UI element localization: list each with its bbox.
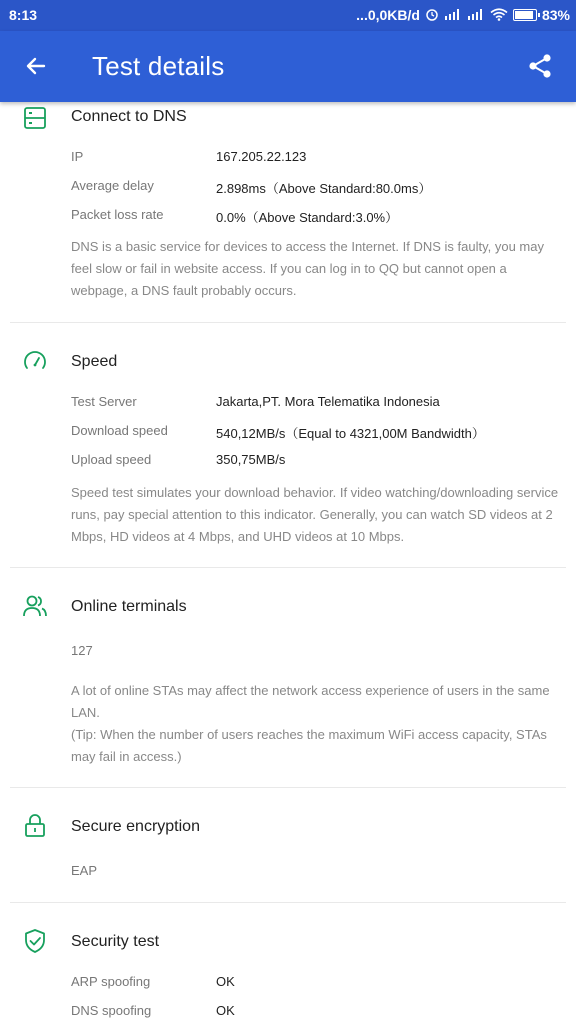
row-label-packet-loss: Packet loss rate	[71, 207, 164, 222]
divider	[10, 567, 566, 568]
wifi-icon	[490, 8, 508, 23]
page-title: Test details	[92, 51, 225, 81]
section-title: Speed	[71, 353, 118, 370]
share-icon	[526, 52, 554, 80]
status-icons	[356, 7, 570, 23]
speedometer-icon	[22, 348, 48, 374]
encryption-type: EAP	[71, 863, 98, 878]
row-label-download-speed: Download speed	[71, 423, 168, 438]
lock-icon	[22, 813, 48, 839]
row-label-arp-spoofing: ARP spoofing	[71, 974, 151, 989]
section-title: Security test	[71, 933, 160, 950]
status-bar	[0, 0, 576, 31]
divider	[10, 322, 566, 323]
divider	[10, 902, 566, 903]
section-title: Online terminals	[71, 598, 187, 615]
battery-percent: 83%	[541, 7, 570, 23]
row-value-upload-speed: 350,75MB/s	[216, 452, 286, 467]
row-label-test-server: Test Server	[71, 394, 137, 409]
section-title: Secure encryption	[71, 818, 200, 835]
server-icon	[22, 105, 48, 131]
back-button[interactable]	[20, 50, 52, 82]
row-value-dns-spoofing: OK	[216, 1003, 235, 1018]
section-tip: (Tip: When the number of users reaches the maximum WiFi access capacity, STAs may fail in access.)	[71, 727, 547, 764]
status-time: 8:13	[9, 7, 38, 23]
app-bar	[0, 31, 576, 102]
alarm-icon	[425, 7, 439, 23]
row-label-upload-speed: Upload speed	[71, 452, 152, 467]
network-speed: ...0,0KB/d	[356, 7, 420, 23]
section-description: A lot of online STAs may affect the network access experience of users in the same LAN.	[71, 683, 550, 720]
divider	[10, 787, 566, 788]
signal-icon-2	[467, 8, 485, 22]
signal-icon	[444, 8, 462, 22]
row-value-average-delay: 2.898ms（Above Standard:80.0ms）	[216, 181, 432, 196]
arrow-left-icon	[24, 54, 48, 78]
shield-check-icon	[22, 928, 48, 954]
users-icon	[22, 593, 48, 619]
row-value-test-server: Jakarta,PT. Mora Telematika Indonesia	[216, 394, 440, 409]
section-title: Connect to DNS	[71, 108, 187, 125]
row-value-ip: 167.205.22.123	[216, 149, 307, 164]
share-button[interactable]	[524, 50, 556, 82]
row-label-ip: IP	[71, 149, 84, 164]
terminal-count: 127	[71, 643, 93, 658]
row-label-dns-spoofing: DNS spoofing	[71, 1003, 152, 1018]
row-label-average-delay: Average delay	[71, 178, 154, 193]
section-description: Speed test simulates your download behavior. If video watching/downloading service runs, pay special attention to this indicator. Generally, you can watch SD videos at 2 Mbps, HD videos at 4 Mbps, and UHD videos at 10 Mbps.	[71, 485, 559, 544]
battery-icon	[513, 9, 537, 21]
row-value-arp-spoofing: OK	[216, 974, 235, 989]
test-details-list[interactable]	[0, 102, 576, 1024]
section-description: DNS is a basic service for devices to access the Internet. If DNS is faulty, you may feel slow or fail in website access. If you can log in to QQ but cannot open a webpage, a DNS fault probably occurs.	[71, 239, 544, 298]
row-value-download-speed: 540,12MB/s（Equal to 4321,00M Bandwidth）	[216, 426, 485, 441]
row-value-packet-loss: 0.0%（Above Standard:3.0%）	[216, 210, 399, 225]
